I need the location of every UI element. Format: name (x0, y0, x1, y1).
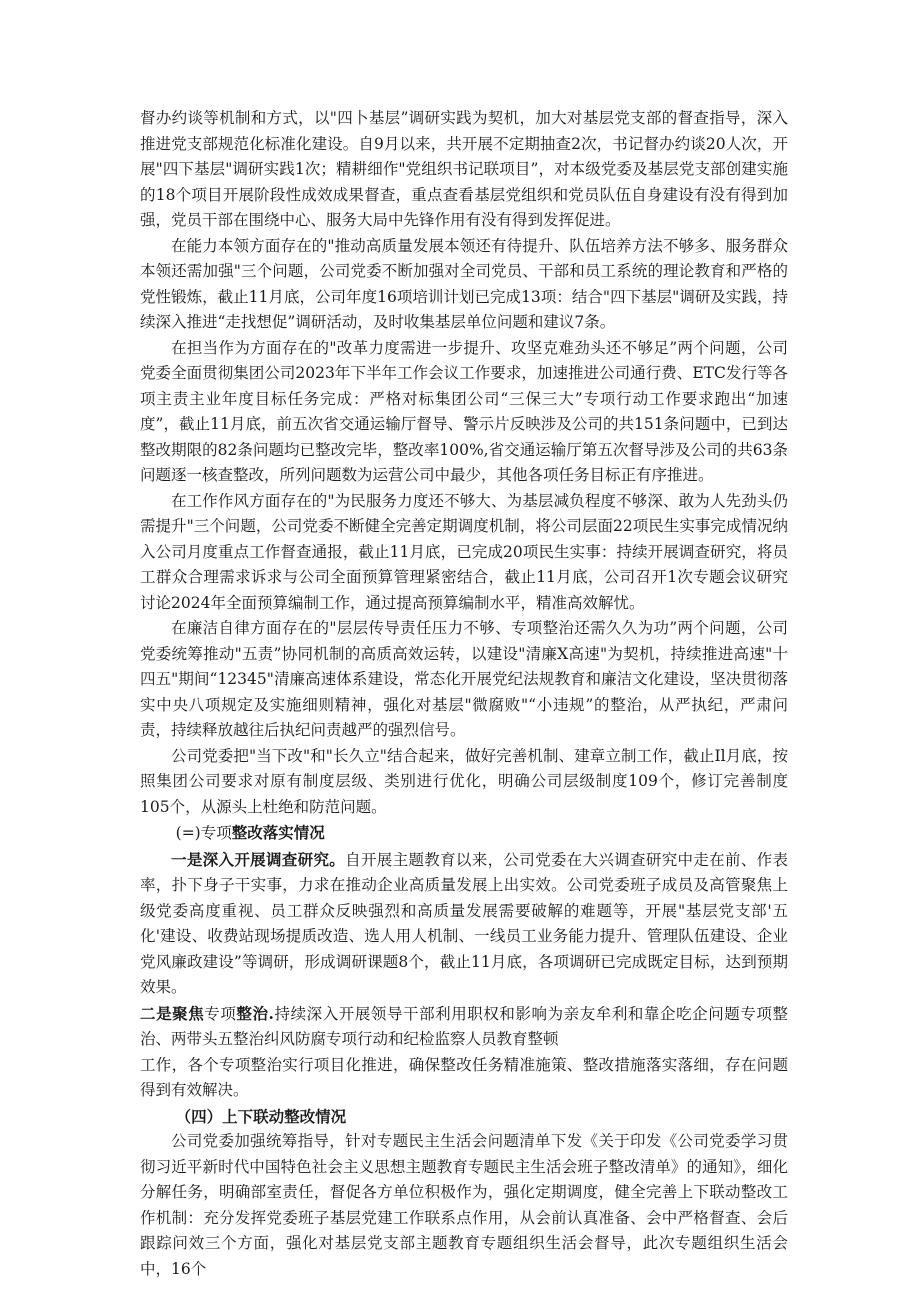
section-heading-prefix: (=) (175, 824, 201, 842)
item-special-lead-plain: 专项 (204, 1004, 237, 1023)
item-special-lead-a: 二是聚焦 (140, 1003, 205, 1023)
section-heading-bold: 整改落实情况 (231, 823, 325, 842)
section-heading-special-rectification (140, 820, 788, 847)
paragraph-institution: 公司党委把"当下改"和"长久立"结合起来，做好完善机制、建章立制工作，截止Il月底，按照集团公司要求对原有制度层级、类别进行优化，明确公司层级制度109个，修订完善制度105个，从源头上杜绝和防范问题。 (140, 746, 788, 816)
item-special-continuation: 工作，各个专项整治实行项目化推进，确保整改任务精准施策、整改措施落实落细，存在问题得到有效解决。 (140, 1055, 788, 1099)
paragraph-work-style: 在工作作风方面存在的"为民服务力度还不够大、为基层减负程度不够深、敢为人先劲头仍需提升"三个问题，公司党委不断健全完善定期调度机制，将公司层面22项民生实事完成情况纳入公司月度重点工作督查通报，截止11月底，已完成20项民生实事：持续开展调查研究，将员工群众合理需求诉求与公司全面预算管理紧密结合，截止11月底，公司召开1次专题会议研究讨论2024年全面预算编制工作，通过提高预算编制水平，精准高效解忧。 (140, 491, 788, 612)
item-investigation-lead: 一是深入开展调查研究。 (171, 849, 346, 869)
paragraph-ability: 在能力本领方面存在的"推动高质量发展本领还有待提升、队伍培养方法不够多、服务群众本领还需加强"三个问题，公司党委不断加强对全司党员、干部和员工系统的理论教育和严格的党性锻炼，截止11月底，公司年度16项培训计划已完成13项：结合"四下基层"调研及实践，持续深入推进“走找想促”调研活动，及时收集基层单位问题和建议7条。 (140, 236, 788, 331)
item-investigation-text: 自开展主题教育以来，公司党委在大兴调查研究中走在前、作表率，扑下身子干实事，力求在推动企业高质量发展上出实效。公司党委班子成员及高管聚焦上级党委高度重视、员工群众反映强烈和高质量发展需要破解的难题等，开展"基层党支部'五化'建设、收费站现场提质改造、选人用人机制、一线员工业务能力提升、管理队伍建设、企业党风廉政建设”等调研，形成调研课题8个，截止11月底，各项调研已完成既定目标，达到预期效果。 (140, 850, 788, 996)
document-page (140, 106, 788, 1282)
section-heading-linkage: （四）上下联动整改情况 (175, 1106, 347, 1126)
paragraph-linkage: 公司党委加强统筹指导，针对专题民主生活会问题清单下发《关于印发《公司党委学习贯彻习近平新时代中国特色社会主义思想主题教育专题民主生活会班子整改清单》的通知》，细化分解任务，明确部室责任，督促各方单位积极作为，强化定期调度，健全完善上下联动整改工作机制：充分发挥党委班子基层党建工作联系点作用，从会前认真准备、会中严格督查、会后跟踪问效三个方面，强化对基层党支部主题教育专题组织生活会督导，此次专题组织生活会中，16个 (140, 1132, 788, 1278)
item-special-lead-b: 整治. (236, 1003, 274, 1023)
item-special-text-a: 持续深入开展领导干部利用职权和影响为亲友牟利和靠企吃企问题专项整治、两带头五整治纠风防腐专项行动和纪检监察人员教育整顿 (140, 1004, 788, 1048)
item-special-rectification (140, 1001, 788, 1053)
section-heading-plain: 专项 (200, 824, 232, 842)
paragraph-integrity: 在廉洁自律方面存在的"层层传导责任压力不够、专项整治还需久久为功”两个问题，公司党委统筹推动"五责”协同机制的高质高效运转，以建设"清廉X高速"为契机，持续推进高速"十四五"期间“12345"清廉高速体系建设，常态化开展党纪法规教育和廉洁文化建设，坚决贯彻落实中央八项规定及实施细则精神，强化对基层"微腐败"“小违规”的整治，从严执纪，严肃问责，持续释放越往后执纪问责越严的强烈信号。 (140, 619, 788, 739)
paragraph-responsibility: 在担当作为方面存在的"改革力度需进一步提升、攻坚克难劲头还不够足”两个问题，公司党委全面贯彻集团公司2023年下半年工作会议工作要求，加速推进公司通行费、ETC发行等各项主责主业年度目标任务完成：严格对标集团公司“三保三大”专项行动工作要求跑出“加速度”，截止11月底，前五次省交通运输厅督导、警示片反映涉及公司的共151条问题中，已到达整改期限的82条问题均已整改完毕，整改率100%,省交通运输厅第五次督导涉及公司的共63条问题逐一核查整改，所列问题数为运营公司中最少，其他各项任务目标正有序推进。 (140, 338, 788, 484)
item-investigation (140, 847, 788, 1001)
paragraph-supervision: 督办约谈等机制和方式，以"四卜基层”调研实践为契机，加大对基层党支部的督查指导，深入推进党支部规范化标准化建设。自9月以来，共开展不定期抽查2次，书记督办约谈20人次，开展"四下基层"调研实践1次；精耕细作"党组织书记联项目”，对本级党委及基层党支部创建实施的18个项目开展阶段性成效成果督查，重点查看基层党组织和党员队伍自身建设有没有得到加强，党员干部在围绕中心、服务大局中先锋作用有没有得到发挥促进。 (140, 109, 788, 229)
